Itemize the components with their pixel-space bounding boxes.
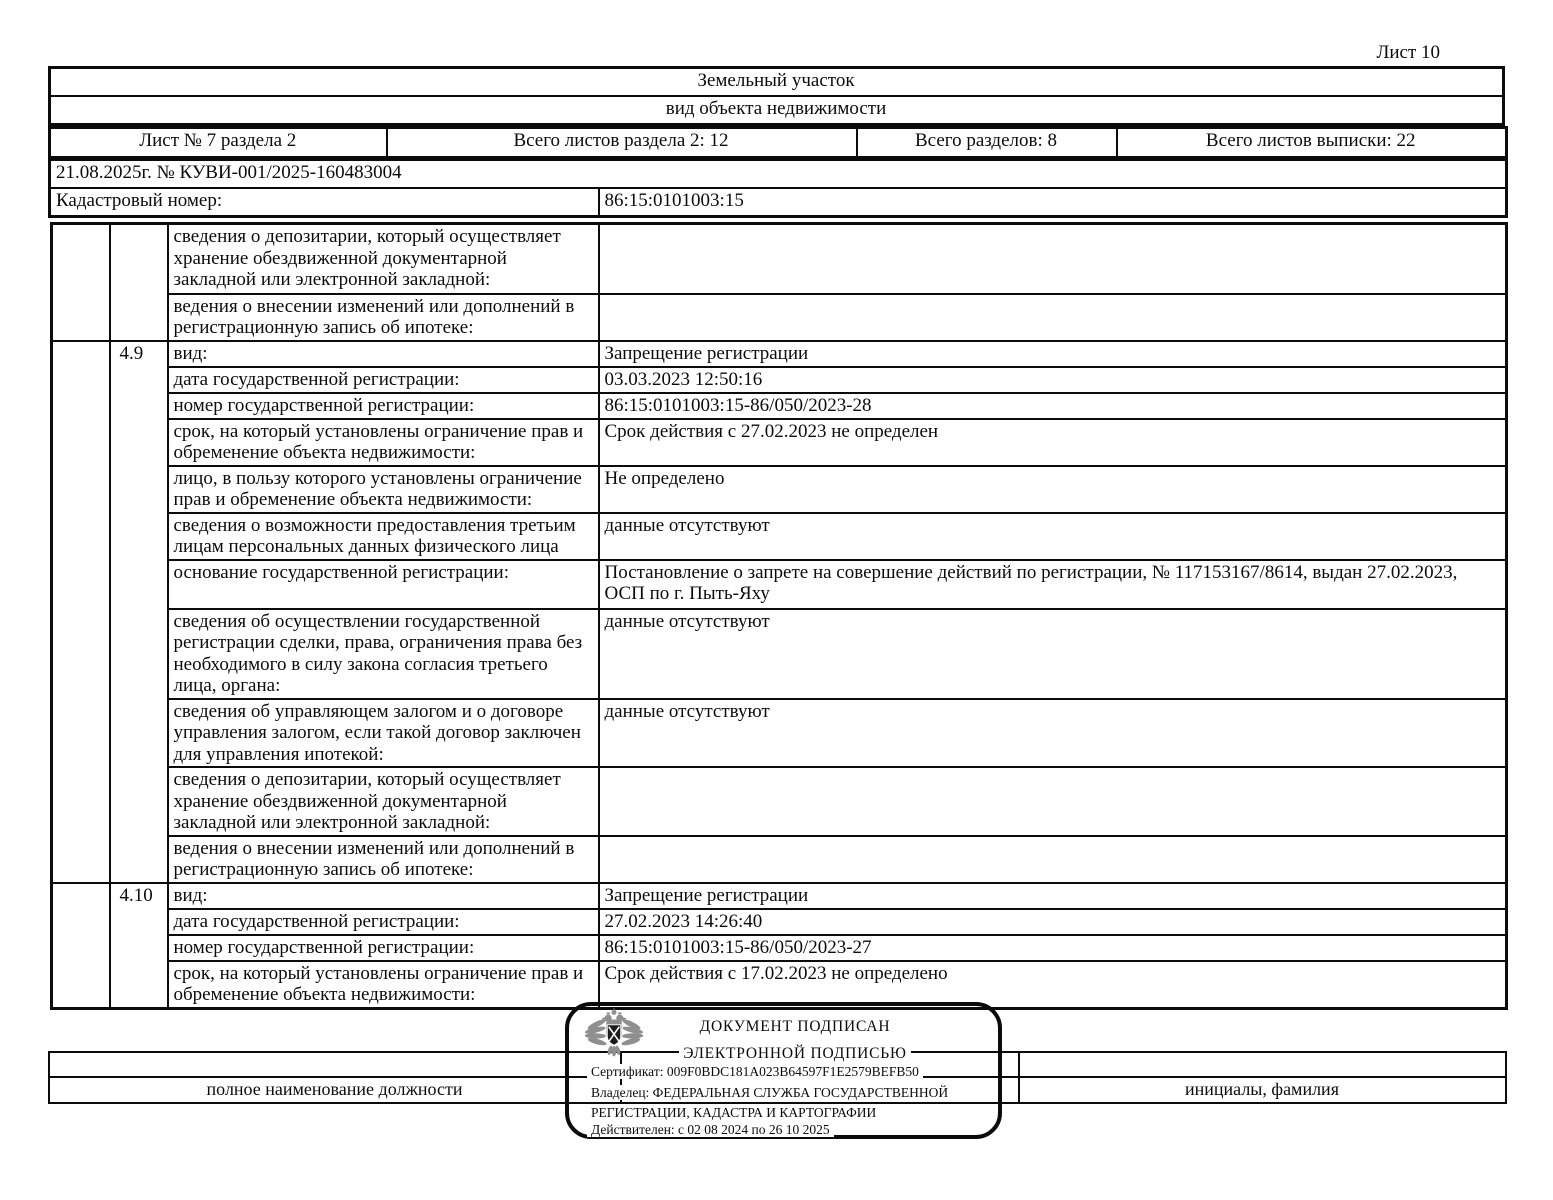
row-value bbox=[599, 224, 1507, 294]
row-value: 27.02.2023 14:26:40 bbox=[599, 909, 1507, 935]
table-row bbox=[52, 560, 1507, 609]
row-label: ведения о внесении изменений или дополнений в регистрационную запись об ипотеке: bbox=[168, 836, 599, 883]
row-value: Запрещение регистрации bbox=[599, 883, 1507, 909]
row-label: номер государственной регистрации: bbox=[168, 935, 599, 961]
row-value: 86:15:0101003:15-86/050/2023-28 bbox=[599, 393, 1507, 419]
row-label: вид: bbox=[168, 341, 599, 367]
stamp-owner-line2: РЕГИСТРАЦИИ, КАДАСТРА И КАРТОГРАФИИ bbox=[587, 1105, 880, 1121]
stamp-title-line2: ЭЛЕКТРОННОЙ ПОДПИСЬЮ bbox=[655, 1045, 935, 1063]
row-label: номер государственной регистрации: bbox=[168, 393, 599, 419]
stamp-title-line1: ДОКУМЕНТ ПОДПИСАН bbox=[655, 1018, 935, 1036]
table-row bbox=[52, 393, 1507, 419]
row-value bbox=[599, 836, 1507, 883]
signature-empty-cell bbox=[1019, 1052, 1506, 1077]
cadastral-number-value: 86:15:0101003:15 bbox=[599, 188, 1507, 217]
signature-empty-cell bbox=[49, 1052, 621, 1077]
table-row bbox=[52, 294, 1507, 341]
row-label: срок, на который установлены ограничение прав и обременение объекта недвижимости: bbox=[168, 419, 599, 466]
section-sheet-cell: Лист № 7 раздела 2 bbox=[50, 128, 387, 158]
object-type: Земельный участок bbox=[50, 68, 1504, 97]
stamp-certificate: Сертификат: 009F0BDC181A023B64597F1E2579BEFB50 bbox=[587, 1064, 923, 1080]
row-value: Постановление о запрете на совершение действий по регистрации, № 117153167/8614, выдан 27.02.2023, ОСП по г. Пыть-Яху bbox=[599, 560, 1507, 609]
row-value: данные отсутствуют bbox=[599, 699, 1507, 768]
row-value: данные отсутствуют bbox=[599, 609, 1507, 699]
table-row bbox=[52, 935, 1507, 961]
spacer-cell bbox=[52, 224, 110, 341]
table-row bbox=[52, 513, 1507, 560]
row-value: данные отсутствуют bbox=[599, 513, 1507, 560]
object-type-caption: вид объекта недвижимости bbox=[50, 96, 1504, 125]
row-label: основание государственной регистрации: bbox=[168, 560, 599, 609]
row-label: ведения о внесении изменений или дополнений в регистрационную запись об ипотеке: bbox=[168, 294, 599, 341]
stamp-owner-line1: Владелец: ФЕДЕРАЛЬНАЯ СЛУЖБА ГОСУДАРСТВЕННОЙ bbox=[587, 1085, 952, 1101]
row-label: дата государственной регистрации: bbox=[168, 367, 599, 393]
row-label: сведения о депозитарии, который осуществляет хранение обездвиженной документарной закладной или электронной закладной: bbox=[168, 224, 599, 294]
row-label: лицо, в пользу которого установлены ограничение прав и обременение объекта недвижимости: bbox=[168, 466, 599, 513]
sheet-counters-box bbox=[48, 126, 1508, 159]
row-label: дата государственной регистрации: bbox=[168, 909, 599, 935]
spacer-cell bbox=[52, 883, 110, 1009]
table-row bbox=[52, 609, 1507, 699]
section-number bbox=[110, 224, 168, 341]
document-number: 21.08.2025г. № КУВИ-001/2025-160483004 bbox=[50, 160, 1507, 189]
table-row bbox=[52, 341, 1507, 367]
table-row bbox=[52, 909, 1507, 935]
cadastral-number-label: Кадастровый номер: bbox=[50, 188, 599, 217]
row-value: Запрещение регистрации bbox=[599, 341, 1507, 367]
section-number: 4.10 bbox=[110, 883, 168, 1009]
row-value: Срок действия с 27.02.2023 не определен bbox=[599, 419, 1507, 466]
table-row bbox=[52, 224, 1507, 294]
sheet-number: Лист 10 bbox=[1376, 42, 1440, 63]
spacer-cell bbox=[52, 341, 110, 883]
row-value bbox=[599, 294, 1507, 341]
extract-sheets-total-cell: Всего листов выписки: 22 bbox=[1117, 128, 1507, 158]
restrictions-table bbox=[50, 222, 1508, 1010]
row-label: сведения об управляющем залогом и о договоре управления залогом, если такой договор заключен для управления ипотекой: bbox=[168, 699, 599, 768]
table-row bbox=[52, 767, 1507, 836]
row-value bbox=[599, 767, 1507, 836]
section-number: 4.9 bbox=[110, 341, 168, 883]
sections-total-cell: Всего разделов: 8 bbox=[857, 128, 1117, 158]
row-label: сведения об осуществлении государственной регистрации сделки, права, ограничения права без необходимого в силу закона согласия третьего лица, органа: bbox=[168, 609, 599, 699]
row-label: вид: bbox=[168, 883, 599, 909]
table-row bbox=[52, 367, 1507, 393]
table-row bbox=[52, 419, 1507, 466]
row-value: Не определено bbox=[599, 466, 1507, 513]
table-row bbox=[52, 699, 1507, 768]
coat-of-arms-icon bbox=[585, 1008, 643, 1063]
section-sheets-total-cell: Всего листов раздела 2: 12 bbox=[387, 128, 857, 158]
row-value: 86:15:0101003:15-86/050/2023-27 bbox=[599, 935, 1507, 961]
table-row bbox=[52, 466, 1507, 513]
object-type-box bbox=[48, 66, 1505, 126]
row-label: сведения о возможности предоставления третьим лицам персональных данных физического лица bbox=[168, 513, 599, 560]
row-label: срок, на который установлены ограничение прав и обременение объекта недвижимости: bbox=[168, 961, 599, 1009]
name-label: инициалы, фамилия bbox=[1019, 1077, 1506, 1103]
table-row bbox=[52, 836, 1507, 883]
position-label: полное наименование должности bbox=[49, 1077, 621, 1103]
row-value: 03.03.2023 12:50:16 bbox=[599, 367, 1507, 393]
row-label: сведения о депозитарии, который осуществляет хранение обездвиженной документарной закладной или электронной закладной: bbox=[168, 767, 599, 836]
digital-signature-stamp bbox=[565, 1002, 1002, 1139]
row-value: Срок действия с 17.02.2023 не определено bbox=[599, 961, 1507, 1009]
stamp-validity: Действителен: с 02 08 2024 по 26 10 2025 bbox=[587, 1122, 834, 1138]
document-number-box bbox=[48, 158, 1508, 218]
table-row bbox=[52, 883, 1507, 909]
